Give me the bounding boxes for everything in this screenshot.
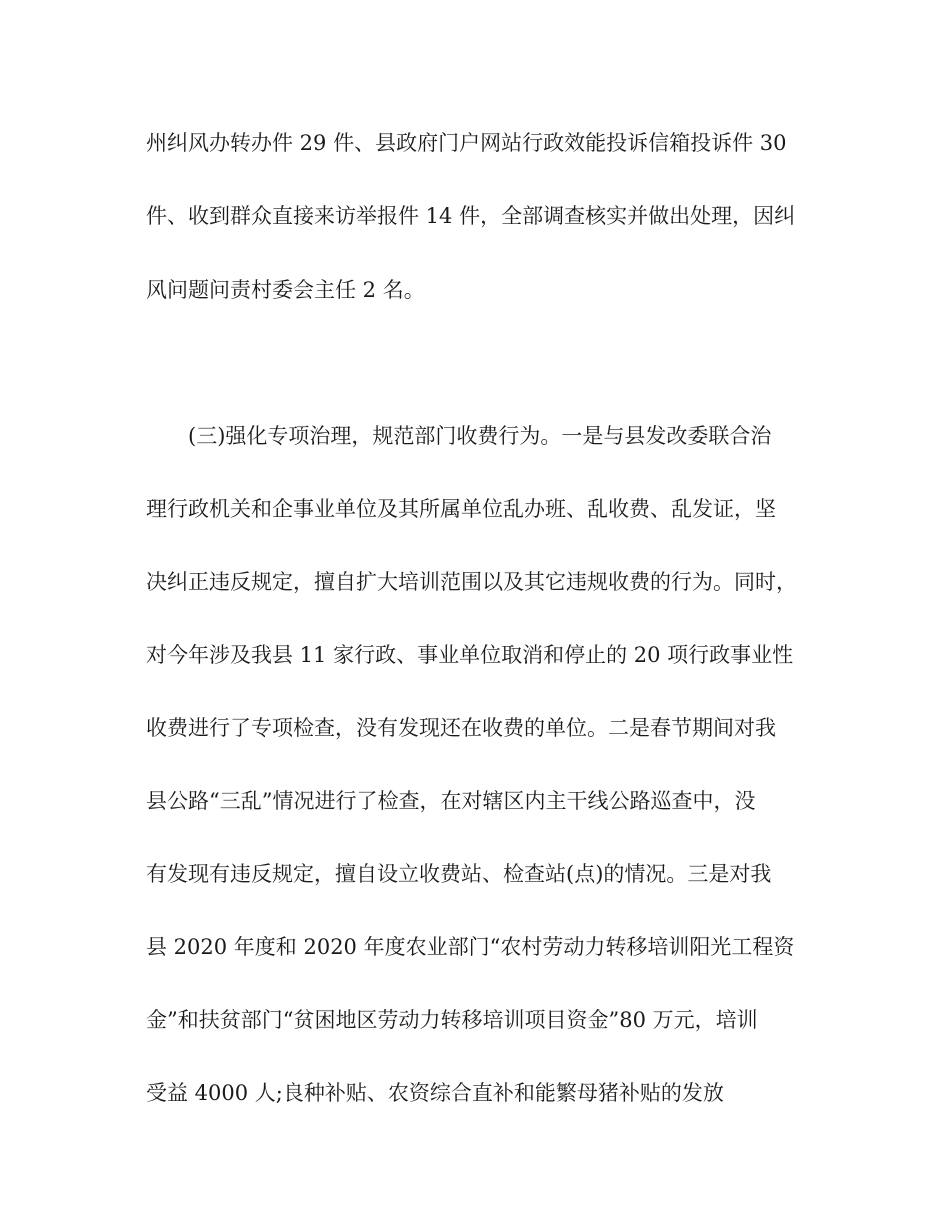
text-line: 决纠正违反规定，擅自扩大培训范围以及其它违规收费的行为。同时， <box>146 570 797 594</box>
text-line: 理行政机关和企事业单位及其所属单位乱办班、乱收费、乱发证，坚 <box>146 497 776 521</box>
text-line: 县 2020 年度和 2020 年度农业部门“农村劳动力转移培训阳光工程资 <box>146 935 795 959</box>
text-line: 有发现有违反规定，擅自设立收费站、检查站(点)的情况。三是对我 <box>146 862 772 886</box>
text-line: 金”和扶贫部门“贫困地区劳动力转移培训项目资金”80 万元，培训 <box>146 1008 758 1032</box>
text-line: 件、收到群众直接来访举报件 14 件，全部调查核实并做出处理，因纠 <box>146 204 796 228</box>
text-line: (三)强化专项治理，规范部门收费行为。一是与县发改委联合治 <box>146 424 772 448</box>
text-line: 对今年涉及我县 11 家行政、事业单位取消和停止的 20 项行政事业性 <box>146 643 794 667</box>
text-line: 州纠风办转办件 29 件、县政府门户网站行政效能投诉信箱投诉件 30 <box>146 131 787 155</box>
text-line: 县公路“三乱”情况进行了检查，在对辖区内主干线公路巡查中，没 <box>146 789 756 813</box>
text-line: 风问题问责村委会主任 2 名。 <box>146 278 425 302</box>
text-line: 收费进行了专项检查，没有发现还在收费的单位。二是春节期间对我 <box>146 716 776 740</box>
text-line: 受益 4000 人;良种补贴、农资综合直补和能繁母猪补贴的发放 <box>146 1081 724 1105</box>
